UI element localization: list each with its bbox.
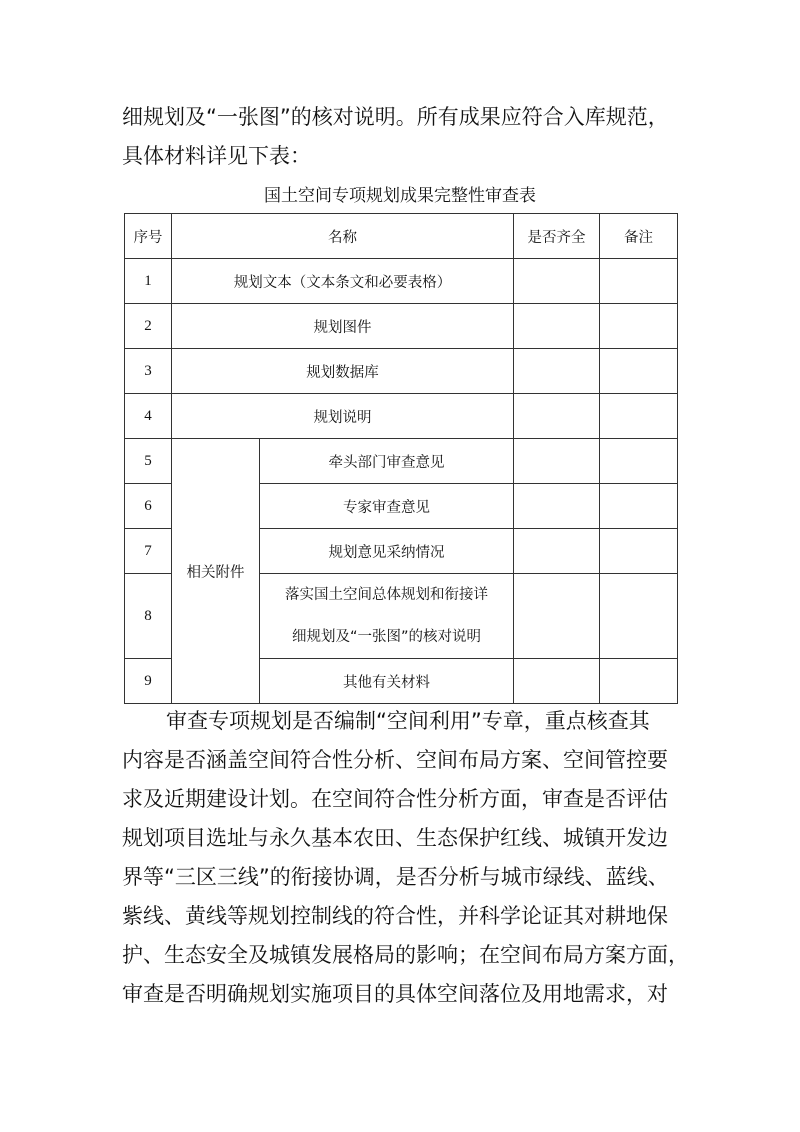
row-note-cell bbox=[600, 574, 678, 659]
row-note-cell bbox=[600, 529, 678, 574]
row-complete-cell bbox=[514, 349, 600, 394]
row-note-cell bbox=[600, 394, 678, 439]
body-line: 审查是否明确规划实施项目的具体空间落位及用地需求，对 bbox=[122, 982, 668, 1006]
row-seq: 4 bbox=[125, 394, 172, 439]
header-seq: 序号 bbox=[125, 214, 172, 259]
row-complete-cell bbox=[514, 659, 600, 704]
row-seq: 6 bbox=[125, 484, 172, 529]
table-title: 国土空间专项规划成果完整性审查表 bbox=[264, 186, 536, 206]
row-name: 规划说明 bbox=[172, 394, 514, 439]
table-row bbox=[125, 304, 678, 349]
table-row bbox=[125, 349, 678, 394]
row-note-cell bbox=[600, 439, 678, 484]
header-complete: 是否齐全 bbox=[514, 214, 600, 259]
row-note-cell bbox=[600, 349, 678, 394]
header-name: 名称 bbox=[172, 214, 514, 259]
group-label-attachments: 相关附件 bbox=[172, 439, 260, 704]
body-paragraph bbox=[122, 702, 689, 1014]
table-header-row bbox=[125, 214, 678, 259]
row-seq: 3 bbox=[125, 349, 172, 394]
body-line: 规划项目选址与永久基本农田、生态保护红线、城镇开发边 bbox=[122, 826, 668, 850]
row-name: 牵头部门审查意见 bbox=[260, 439, 514, 484]
row-seq: 7 bbox=[125, 529, 172, 574]
row-name: 规划数据库 bbox=[172, 349, 514, 394]
body-line: 紫线、黄线等规划控制线的符合性，并科学论证其对耕地保 bbox=[122, 904, 668, 928]
body-line: 护、生态安全及城镇发展格局的影响；在空间布局方案方面， bbox=[122, 943, 689, 967]
header-note: 备注 bbox=[600, 214, 678, 259]
row-note-cell bbox=[600, 484, 678, 529]
row-seq: 9 bbox=[125, 659, 172, 704]
row-name-line: 落实国土空间总体规划和衔接详 bbox=[285, 587, 488, 603]
row-complete-cell bbox=[514, 304, 600, 349]
row-name: 规划文本（文本条文和必要表格） bbox=[172, 259, 514, 304]
body-line: 求及近期建设计划。在空间符合性分析方面，审查是否评估 bbox=[122, 787, 668, 811]
row-complete-cell bbox=[514, 574, 600, 659]
body-line: 界等“三区三线”的衔接协调，是否分析与城市绿线、蓝线、 bbox=[122, 865, 669, 889]
row-name bbox=[260, 574, 514, 659]
body-line: 内容是否涵盖空间符合性分析、空间布局方案、空间管控要 bbox=[122, 748, 668, 772]
row-seq: 1 bbox=[125, 259, 172, 304]
row-complete-cell bbox=[514, 439, 600, 484]
body-line: 审查专项规划是否编制“空间利用”专章，重点核查其 bbox=[166, 709, 650, 733]
row-note-cell bbox=[600, 659, 678, 704]
row-name: 规划意见采纳情况 bbox=[260, 529, 514, 574]
intro-line: 细规划及“一张图”的核对说明。所有成果应符合入库规范， bbox=[122, 105, 669, 129]
row-complete-cell bbox=[514, 259, 600, 304]
row-complete-cell bbox=[514, 394, 600, 439]
table-row bbox=[125, 259, 678, 304]
table-row bbox=[125, 394, 678, 439]
row-name: 其他有关材料 bbox=[260, 659, 514, 704]
row-note-cell bbox=[600, 259, 678, 304]
row-name: 专家审查意见 bbox=[260, 484, 514, 529]
row-complete-cell bbox=[514, 529, 600, 574]
intro-paragraph bbox=[122, 98, 682, 176]
row-seq: 2 bbox=[125, 304, 172, 349]
table-row bbox=[125, 439, 678, 484]
row-name-line: 细规划及“一张图”的核对说明 bbox=[291, 629, 482, 645]
row-note-cell bbox=[600, 304, 678, 349]
row-name: 规划图件 bbox=[172, 304, 514, 349]
intro-line: 具体材料详见下表： bbox=[122, 144, 311, 168]
row-complete-cell bbox=[514, 484, 600, 529]
row-seq: 8 bbox=[125, 574, 172, 659]
row-seq: 5 bbox=[125, 439, 172, 484]
completeness-review-table bbox=[124, 213, 678, 704]
